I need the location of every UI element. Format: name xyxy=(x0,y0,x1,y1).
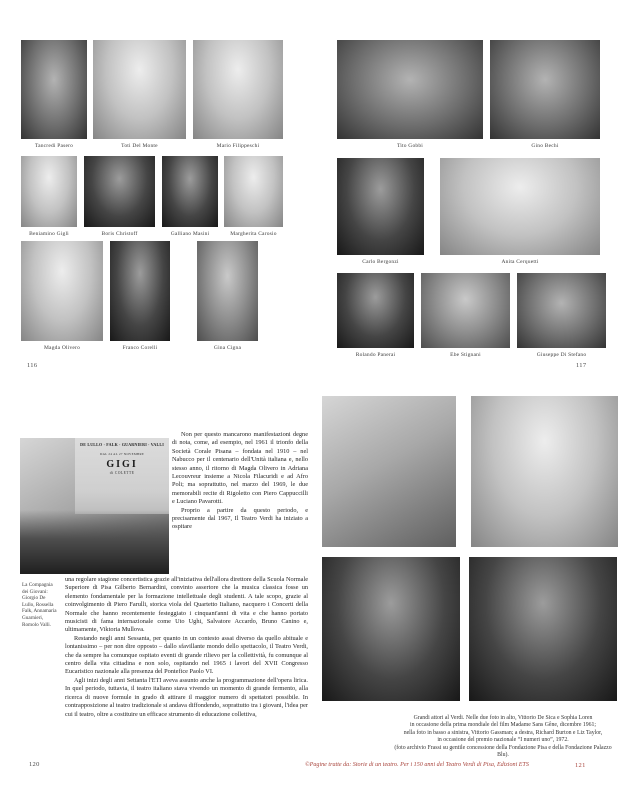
margin-caption-line: Giorgio De xyxy=(22,595,46,602)
figure-rolando-panerai xyxy=(337,273,414,358)
photo-people-silhouettes xyxy=(20,510,169,574)
page-number-121: 121 xyxy=(575,762,586,769)
figure-giuseppe-di-stefano xyxy=(517,273,606,358)
photo-burton-taylor xyxy=(469,557,617,701)
photo-caption: Giuseppe Di Stefano xyxy=(536,352,587,358)
paragraph: Proprio a partire da questo periodo, e precisamente dal 1967, Il Teatro Verdi ha iniziato a ospitare xyxy=(172,506,308,531)
photos-caption xyxy=(388,715,618,759)
body-text-narrow-column xyxy=(172,431,308,532)
margin-caption-line: dei Giovani: xyxy=(22,588,48,595)
portrait-photo xyxy=(21,40,87,139)
portrait-photo xyxy=(84,156,155,227)
figure-anita-cerquetti xyxy=(440,158,600,265)
figure-galliano-masini xyxy=(162,156,218,237)
theatre-poster xyxy=(75,438,169,514)
copyright-footer: ©Pagine tratte da: Storie di un teatro. Per i 150 anni del Teatro Verdi di Pisa, Edizioni ETS xyxy=(305,762,529,768)
margin-caption-line: Lullo, Rossella xyxy=(22,601,54,608)
poster-names: DE LULLO · FALK · GUARNIERI · VALLI xyxy=(80,442,164,447)
photo-de-sica-loren-foyer xyxy=(471,396,618,547)
photo-caption: Toti Del Monte xyxy=(121,143,158,149)
photo-caption: Carlo Bergonzi xyxy=(362,259,399,265)
photo-compagnia-dei-giovani xyxy=(20,438,169,574)
page-number-120: 120 xyxy=(29,761,40,768)
portrait-photo xyxy=(490,40,600,139)
figure-magda-olivero xyxy=(21,241,103,351)
page-120 xyxy=(0,390,310,790)
margin-caption-line: Romolo Valli. xyxy=(22,621,52,628)
photo-caption: Mario Filippeschi xyxy=(216,143,260,149)
figure-ebe-stignani xyxy=(421,273,510,358)
paragraph: Restando negli anni Sessanta, per quanto in un contesto assai diverso da quello abituale e lontanissimo – per non dire opposto – dallo sfavillante mondo dello spettacolo, il Teatro Verdi, che da sempre ha comunque ospitato eventi di grande rilievo per la collettività, fu comunque al centro della vita cittadina e non solo, ospitando nel 1965 i lavori del XVII Congresso Eucaristico nazionale alla presenza del Pontefice Paolo VI. xyxy=(65,634,308,676)
poster-dates: DAL 24 AL 27 NOVEMBRE xyxy=(100,452,145,456)
photo-caption: Gina Cigna xyxy=(213,345,242,351)
figure-gino-bechi xyxy=(490,40,600,149)
margin-caption-line: Guarnieri, xyxy=(22,614,44,621)
paragraph: una regolare stagione concertistica grazie all'iniziativa dell'allora direttore della Scuola Normale Superiore di Pisa Gilberto Bernardini, convinto assertore che la musica classica fosse un elemento fondamentale per la formazione intellettuale degli studenti. A tale scopo, grazie al coinvolgimento di Piero Farulli, storica viola del Quartetto Italiano, nacquero i Concerti della Normale che hanno recentemente festeggiato i cinquant'anni di vita e che hanno portato musicisti di fama internazionale come Uto Ughi, Salvatore Accardo, Bruno Canino e, ultimamente, Viktoria Mullova. xyxy=(65,576,308,634)
figure-tito-gobbi xyxy=(337,40,483,149)
portrait-photo xyxy=(224,156,283,227)
margin-caption-line: Falk, Annamaria xyxy=(22,608,57,615)
figure-beniamino-gigli xyxy=(21,156,77,237)
photo-de-sica-loren-stage xyxy=(322,396,456,547)
portrait-photo xyxy=(197,241,258,341)
figure-carlo-bergonzi xyxy=(337,158,424,265)
photo-caption: Boris Christoff xyxy=(101,231,138,237)
caption-line: Grandi attori al Verdi. Nelle due foto in alto, Vittorio De Sica e Sophia Loren xyxy=(413,715,593,721)
paragraph: Agli inizi degli anni Settanta l'ETI aveva assunto anche la programmazione dell'opera lirica. In quel periodo, tuttavia, il teatro italiano stava vivendo un momento di grande fermento, alla ricerca di nuove formule in grado di attirare il maggior numero di spettatori possibile. In contrapposizione al teatro tradizionale si andava diffondendo, soprattutto tra i giovani, l'idea per cui il teatro, oltre a costituire un efficace strumento di educazione collettiva, xyxy=(65,676,308,718)
photo-caption: Ebe Stignani xyxy=(450,352,481,358)
photo-caption: Beniamino Gigli xyxy=(29,231,69,237)
portrait-photo xyxy=(337,158,424,255)
paragraph: Non per questo mancarono manifestazioni degne di nota, come, ad esempio, nel 1961 il trionfo della Società Corale Pisana – fondata nel 1910 – nel Nabucco per il centenario dell'Unità italiana e, nello stesso anno, il ritorno di Magda Olivero in Adriana Lecouvreur insieme a Nicola Filacuridi e ad Afro Poli; ma soprattutto, nel marzo del 1969, le due memorabili recite di Rigoletto con Piero Cappuccilli e Luciano Pavarotti. xyxy=(172,431,308,506)
page-121 xyxy=(305,390,620,790)
figure-franco-corelli xyxy=(110,241,170,351)
figure-mario-filippeschi xyxy=(193,40,283,149)
photo-caption: Franco Corelli xyxy=(122,345,158,351)
photo-vittorio-gassman xyxy=(322,557,460,701)
caption-line: in occasione della prima mondiale del film Madame Sans Gêne, dicembre 1961; xyxy=(409,722,597,729)
portrait-photo xyxy=(440,158,600,255)
photo-caption: Margherita Carosio xyxy=(230,231,277,237)
portrait-photo xyxy=(193,40,283,139)
page-number-116: 116 xyxy=(27,362,38,369)
photo-caption: Magda Olivero xyxy=(43,345,81,351)
photo-caption: Tancredi Pasero xyxy=(34,143,74,149)
figure-toti-del-monte xyxy=(93,40,186,149)
portrait-photo xyxy=(337,273,414,348)
caption-line: in occasione del premio nazionale “I numeri uno”, 1972. xyxy=(437,737,569,744)
page-116 xyxy=(0,0,310,390)
poster-title: GIGI xyxy=(106,459,138,470)
figure-gina-cigna xyxy=(197,241,258,351)
page-117 xyxy=(310,0,620,390)
portrait-photo xyxy=(517,273,606,348)
figure-tancredi-pasero xyxy=(21,40,87,149)
portrait-photo xyxy=(21,241,103,341)
portrait-photo xyxy=(21,156,77,227)
margin-caption xyxy=(22,582,70,628)
margin-caption-line: La Compagnia xyxy=(22,582,53,588)
caption-line: (foto archivio Frassi su gentile concessione della Fondazione Pisa e della Fondazione Palazzo Blu). xyxy=(394,744,612,759)
portrait-photo xyxy=(421,273,510,348)
caption-line: nella foto in basso a sinistra, Vittorio Gassman; a destra, Richard Burton e Liz Taylor, xyxy=(403,729,603,736)
photo-caption: Gino Bechi xyxy=(531,143,559,149)
page-number-117: 117 xyxy=(576,362,587,369)
portrait-photo xyxy=(162,156,218,227)
photo-caption: Galliano Masini xyxy=(170,231,210,237)
portrait-photo xyxy=(93,40,186,139)
portrait-photo xyxy=(337,40,483,139)
body-text-wide-column xyxy=(65,576,308,719)
photo-caption: Tito Gobbi xyxy=(396,143,424,149)
portrait-photo xyxy=(110,241,170,341)
photo-caption: Anita Cerquetti xyxy=(501,259,539,265)
figure-margherita-carosio xyxy=(224,156,283,237)
poster-author: di COLETTE xyxy=(109,471,135,475)
photo-caption: Rolando Panerai xyxy=(355,352,396,358)
figure-boris-christoff xyxy=(84,156,155,237)
